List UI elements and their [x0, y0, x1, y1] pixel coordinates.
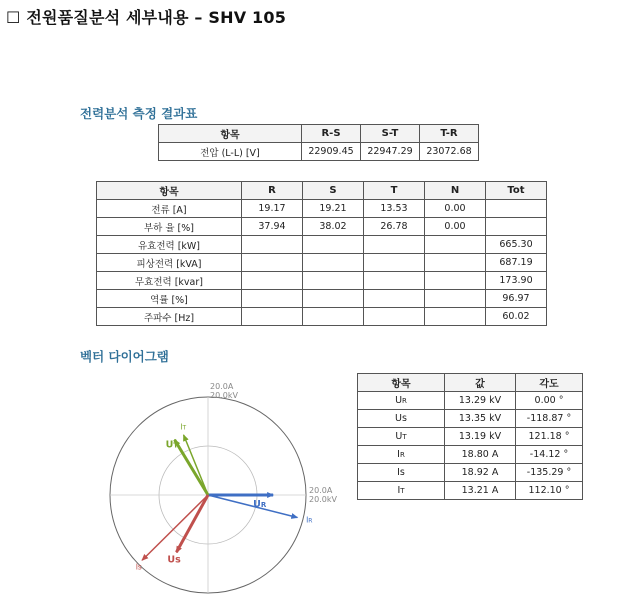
cell-angle: 112.10 ° — [516, 482, 583, 500]
cell-angle: -14.12 ° — [516, 446, 583, 464]
cell-value: 60.02 — [486, 308, 547, 326]
vector-label-ut: UT — [165, 439, 179, 451]
table-row — [97, 218, 547, 236]
table-row — [358, 392, 583, 410]
section-heading-power: 전력분석 측정 결과표 — [80, 106, 198, 121]
th-tot: Tot — [486, 182, 547, 200]
table-row — [97, 272, 547, 290]
cell-value: 23072.68 — [420, 143, 479, 161]
cell-value: 13.21 A — [445, 482, 516, 500]
vector-label-is: Is — [135, 562, 142, 572]
page-title: ☐ 전원품질분석 세부내용 – SHV 105 — [6, 8, 287, 27]
cell-value: 665.30 — [486, 236, 547, 254]
cell-label: 주파수 [Hz] — [97, 308, 242, 326]
scale-top-voltage: 20.0kV — [210, 391, 238, 400]
cell-label: 부하 율 [%] — [97, 218, 242, 236]
cell-value: 18.92 A — [445, 464, 516, 482]
cell-value — [364, 254, 425, 272]
vector-it — [184, 435, 208, 495]
cell-value — [303, 236, 364, 254]
cell-value: 26.78 — [364, 218, 425, 236]
cell-value: 18.80 A — [445, 446, 516, 464]
th-value: 값 — [445, 374, 516, 392]
cell-value — [486, 200, 547, 218]
measurement-table — [96, 181, 547, 326]
cell-item: UR — [358, 392, 445, 410]
cell-value: 22909.45 — [302, 143, 361, 161]
cell-item: Is — [358, 464, 445, 482]
cell-value: 22947.29 — [361, 143, 420, 161]
vector-label-ur: UR — [253, 499, 267, 510]
table-row — [97, 290, 547, 308]
scale-top-current: 20.0A — [210, 382, 234, 391]
th-s: S — [303, 182, 364, 200]
cell-value — [364, 308, 425, 326]
table-row — [358, 428, 583, 446]
table-row — [97, 200, 547, 218]
cell-value: 96.97 — [486, 290, 547, 308]
cell-value: 687.19 — [486, 254, 547, 272]
cell-value — [242, 308, 303, 326]
scale-right-current: 20.0A — [309, 486, 333, 495]
table-row — [97, 308, 547, 326]
cell-item: UT — [358, 428, 445, 446]
cell-value — [242, 290, 303, 308]
th-item: 항목 — [159, 125, 302, 143]
cell-value — [303, 254, 364, 272]
cell-value: 173.90 — [486, 272, 547, 290]
cell-value: 19.17 — [242, 200, 303, 218]
vector-diagram — [100, 378, 360, 598]
cell-value — [425, 254, 486, 272]
cell-value — [242, 254, 303, 272]
th-n: N — [425, 182, 486, 200]
table-row — [358, 410, 583, 428]
cell-label: 무효전력 [kvar] — [97, 272, 242, 290]
voltage-table — [158, 124, 479, 161]
cell-value: 13.29 kV — [445, 392, 516, 410]
th-tr: T-R — [420, 125, 479, 143]
th-item: 항목 — [358, 374, 445, 392]
cell-label: 전압 (L-L) [V] — [159, 143, 302, 161]
cell-value — [303, 290, 364, 308]
cell-value — [364, 290, 425, 308]
cell-value — [425, 272, 486, 290]
cell-value: 0.00 — [425, 200, 486, 218]
table-row — [97, 236, 547, 254]
cell-angle: -118.87 ° — [516, 410, 583, 428]
cell-value — [364, 272, 425, 290]
cell-item: IR — [358, 446, 445, 464]
th-st: S-T — [361, 125, 420, 143]
th-item: 항목 — [97, 182, 242, 200]
table-row — [159, 143, 479, 161]
cell-angle: 121.18 ° — [516, 428, 583, 446]
th-rs: R-S — [302, 125, 361, 143]
cell-value: 37.94 — [242, 218, 303, 236]
vector-label-us: Us — [167, 554, 181, 566]
table-row — [358, 446, 583, 464]
cell-item: IT — [358, 482, 445, 500]
vector-ut — [175, 440, 208, 495]
cell-label: 역률 [%] — [97, 290, 242, 308]
cell-label: 전류 [A] — [97, 200, 242, 218]
cell-value — [425, 308, 486, 326]
cell-value: 13.53 — [364, 200, 425, 218]
cell-value: 19.21 — [303, 200, 364, 218]
cell-item: Us — [358, 410, 445, 428]
vector-label-ir: IR — [306, 515, 313, 525]
cell-value — [242, 236, 303, 254]
table-row — [97, 254, 547, 272]
cell-value — [242, 272, 303, 290]
cell-value — [425, 236, 486, 254]
cell-value: 13.35 kV — [445, 410, 516, 428]
vector-table — [357, 373, 583, 500]
table-row — [358, 464, 583, 482]
vector-label-it: IT — [180, 422, 187, 432]
cell-value — [364, 236, 425, 254]
cell-label: 유효전력 [kW] — [97, 236, 242, 254]
cell-value: 13.19 kV — [445, 428, 516, 446]
cell-value: 0.00 — [425, 218, 486, 236]
cell-value — [303, 308, 364, 326]
cell-label: 피상전력 [kVA] — [97, 254, 242, 272]
cell-value — [303, 272, 364, 290]
section-heading-vector: 벡터 다이어그램 — [80, 349, 169, 364]
cell-angle: -135.29 ° — [516, 464, 583, 482]
cell-value — [425, 290, 486, 308]
cell-angle: 0.00 ° — [516, 392, 583, 410]
table-row — [358, 482, 583, 500]
scale-right-voltage: 20.0kV — [309, 495, 337, 504]
vector-is — [142, 495, 208, 560]
th-r: R — [242, 182, 303, 200]
cell-value — [486, 218, 547, 236]
th-angle: 각도 — [516, 374, 583, 392]
cell-value: 38.02 — [303, 218, 364, 236]
th-t: T — [364, 182, 425, 200]
